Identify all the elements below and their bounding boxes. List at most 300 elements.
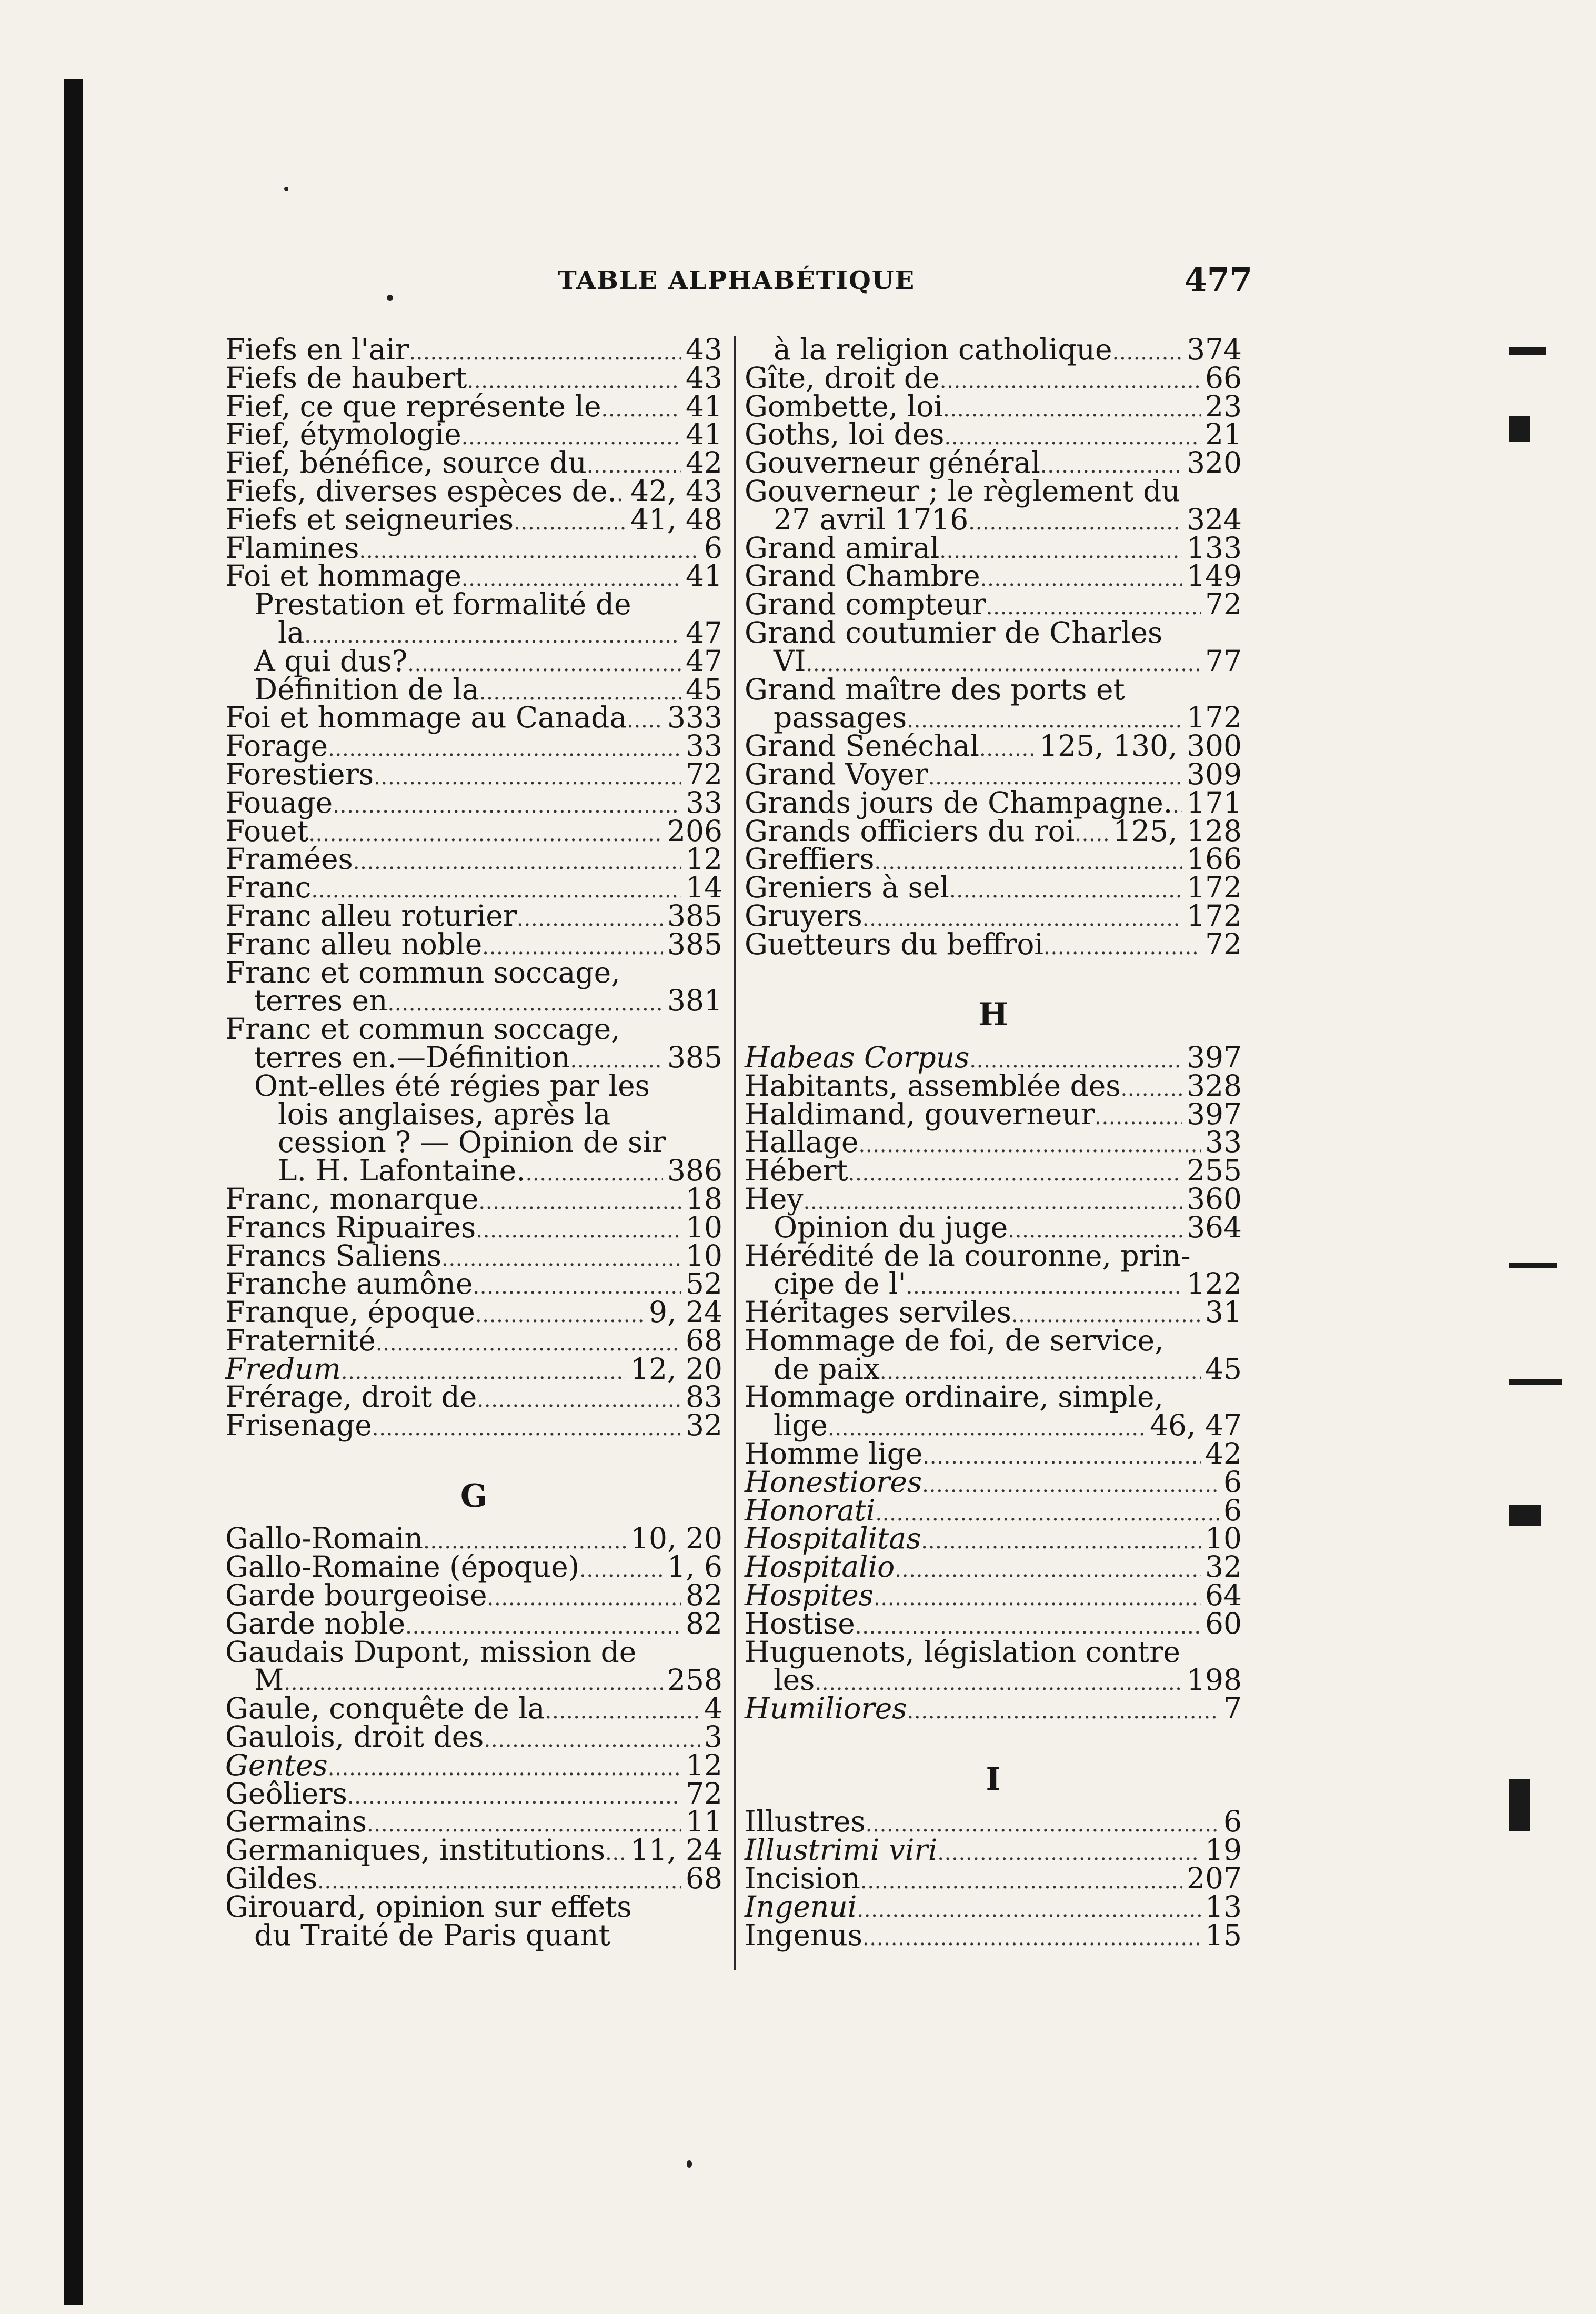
index-entry xyxy=(745,1267,1242,1301)
index-entry-label: Geôliers xyxy=(225,1776,347,1810)
index-entry-pages: 32 xyxy=(686,1408,722,1443)
index-entry-label: Hospitalio xyxy=(745,1550,895,1584)
index-entry-pages: 64 xyxy=(1205,1578,1242,1612)
dot-leader xyxy=(487,1581,681,1613)
index-entry xyxy=(745,1861,1242,1896)
dot-leader xyxy=(922,1468,1219,1500)
index-entry xyxy=(225,984,722,1018)
index-entry-pages: 31 xyxy=(1205,1295,1242,1329)
index-entry-label: Grand Chambre xyxy=(745,559,980,593)
index-entry xyxy=(745,898,1242,933)
index-entry-pages: 309 xyxy=(1187,757,1242,791)
index-entry-pages: 6 xyxy=(704,530,722,565)
dot-leader xyxy=(1075,817,1109,849)
index-entry-line: lois anglaises, après la xyxy=(278,1097,611,1131)
dot-leader xyxy=(968,506,1182,537)
index-entry-pages: 45 xyxy=(686,672,722,706)
index-entry xyxy=(225,1805,722,1839)
index-entry-label: Opinion du juge xyxy=(774,1210,1008,1244)
index-entry xyxy=(225,1323,722,1357)
index-entry xyxy=(745,757,1242,791)
index-entry xyxy=(225,927,722,961)
index-entry-pages: 82 xyxy=(686,1606,722,1640)
index-entry-label: Franque, époque xyxy=(225,1295,475,1329)
section-spacer xyxy=(745,959,1242,987)
index-entry-line: Prestation et formalité de xyxy=(254,587,631,622)
index-entry-label: les xyxy=(774,1663,815,1697)
section-spacer xyxy=(225,1440,722,1468)
index-entry-pages: 324 xyxy=(1187,502,1242,536)
dot-leader xyxy=(478,1185,681,1217)
index-entry-label: L. H. Lafontaine. xyxy=(278,1154,526,1188)
index-entry xyxy=(225,729,722,763)
index-entry-line: Huguenots, législation contre xyxy=(745,1635,1180,1669)
dot-leader xyxy=(921,1525,1201,1556)
dot-leader xyxy=(441,1242,681,1274)
index-entry xyxy=(745,1663,1242,1697)
index-entry xyxy=(225,1408,722,1443)
index-entry xyxy=(225,1351,722,1386)
index-entry-pages: 374 xyxy=(1187,333,1242,366)
section-spacer xyxy=(745,1723,1242,1751)
index-entry-label: de paix xyxy=(774,1351,880,1386)
index-entry xyxy=(225,1578,722,1612)
index-entry-pages: 72 xyxy=(1205,927,1242,961)
dot-leader xyxy=(907,1695,1220,1726)
index-entry-label: Grands officiers du roi xyxy=(745,814,1075,848)
index-entry xyxy=(745,1578,1242,1612)
column-divider xyxy=(734,336,736,1970)
index-entry-pages: 14 xyxy=(686,870,722,905)
index-entry-label: la xyxy=(278,615,305,649)
dot-leader xyxy=(940,364,1201,396)
index-entry-label: Définition de la xyxy=(254,672,479,706)
dot-leader xyxy=(980,562,1182,594)
index-entry-label: Fiefs en l'air xyxy=(225,333,409,366)
index-entry-pages: 386 xyxy=(667,1154,722,1188)
index-entry-pages: 47 xyxy=(686,644,722,678)
index-entry-pages: 149 xyxy=(1187,559,1242,593)
index-entry xyxy=(745,1889,1242,1924)
dot-leader xyxy=(328,1751,681,1783)
index-entry-label: Grand amiral xyxy=(745,530,940,565)
index-entry-label: Gombette, loi xyxy=(745,389,943,423)
index-entry xyxy=(225,360,722,395)
index-entry-label: Grand compteur xyxy=(745,587,986,622)
dot-leader xyxy=(347,1780,681,1811)
index-entry xyxy=(745,1125,1242,1159)
index-entry xyxy=(745,1068,1242,1103)
index-entry xyxy=(225,757,722,791)
dot-leader xyxy=(1095,1100,1182,1132)
index-entry-pages: 52 xyxy=(686,1267,722,1301)
index-entry xyxy=(225,530,722,565)
section-letter: G xyxy=(460,1477,488,1515)
index-entry-label: Greniers à sel xyxy=(745,870,949,905)
index-entry-label: A qui dus? xyxy=(254,644,408,678)
book-binding-edge xyxy=(64,79,83,2305)
index-entry xyxy=(225,785,722,819)
index-entry xyxy=(225,814,722,848)
index-entry-label: Guetteurs du beffroi xyxy=(745,927,1044,961)
index-entry xyxy=(225,1691,722,1726)
dot-leader xyxy=(526,1157,663,1188)
index-entry-pages: 360 xyxy=(1187,1181,1242,1216)
index-entry xyxy=(745,360,1242,395)
dot-leader xyxy=(1120,1072,1182,1104)
dot-leader xyxy=(862,1921,1201,1953)
index-column-right xyxy=(745,333,1242,1952)
index-entry-pages: 83 xyxy=(686,1380,722,1414)
index-entry-pages: 6 xyxy=(1223,1465,1242,1499)
index-entry-label: Hallage xyxy=(745,1125,859,1159)
index-entry-line: Gouverneur ; le règlement du xyxy=(745,474,1180,508)
index-column-left xyxy=(225,333,722,1952)
print-speck xyxy=(687,2160,692,2168)
print-speck xyxy=(387,295,393,301)
dot-leader xyxy=(922,1440,1201,1471)
index-entry-pages: 32 xyxy=(1205,1550,1242,1584)
index-entry-label: Gruyers xyxy=(745,898,862,933)
index-entry xyxy=(225,502,722,536)
index-entry xyxy=(745,530,1242,565)
index-entry-label: Foi et hommage xyxy=(225,559,461,593)
index-entry-label: Goths, loi des xyxy=(745,417,945,452)
index-entry-pages: 198 xyxy=(1187,1663,1242,1697)
index-entry-line: du Traité de Paris quant xyxy=(254,1918,610,1952)
index-entry-label: Habitants, assemblée des xyxy=(745,1068,1121,1103)
index-entry xyxy=(745,644,1242,678)
index-entry-pages: 21 xyxy=(1205,417,1242,452)
index-entry-label: Greffiers xyxy=(745,842,875,876)
index-entry-pages: 133 xyxy=(1187,530,1242,565)
index-entry xyxy=(745,1097,1242,1131)
index-entry-pages: 10, 20 xyxy=(630,1521,722,1556)
index-entry-label: Garde noble xyxy=(225,1606,406,1640)
index-entry-label: terres en xyxy=(254,984,388,1018)
index-entry-label: Frérage, droit de xyxy=(225,1380,477,1414)
index-entry-pages: 10 xyxy=(686,1210,722,1244)
index-entry-pages: 66 xyxy=(1205,360,1242,395)
index-entry-label: Gentes xyxy=(225,1748,328,1782)
index-entry-pages: 258 xyxy=(667,1663,722,1697)
index-entry-label: Fief, bénéfice, source du xyxy=(225,446,587,480)
index-entry-pages: 397 xyxy=(1187,1040,1242,1074)
index-entry xyxy=(745,1181,1242,1216)
index-entry-line: cession ? — Opinion de sir xyxy=(278,1125,666,1159)
index-entry-label: Hey xyxy=(745,1181,804,1216)
index-entry-label: Franc alleu roturier xyxy=(225,898,517,933)
dot-leader xyxy=(875,1497,1219,1528)
index-entry-pages: 42 xyxy=(1205,1437,1242,1471)
index-entry xyxy=(745,333,1242,366)
index-entry xyxy=(225,333,722,366)
index-entry-pages: 45 xyxy=(1205,1351,1242,1386)
index-entry-label: Gaule, conquête de la xyxy=(225,1691,545,1726)
dot-leader xyxy=(874,1581,1201,1613)
dot-leader xyxy=(372,1411,681,1443)
dot-leader xyxy=(484,1723,700,1755)
dot-leader xyxy=(476,1214,681,1245)
index-entry-pages: 6 xyxy=(1223,1805,1242,1839)
index-entry-label: Franc alleu noble xyxy=(225,927,483,961)
index-entry-pages: 33 xyxy=(1205,1125,1242,1159)
index-entry-pages: 11, 24 xyxy=(630,1833,722,1867)
dot-leader xyxy=(475,1298,645,1330)
index-entry-pages: 41 xyxy=(686,559,722,593)
index-entry-label: Frisenage xyxy=(225,1408,372,1443)
index-entry-pages: 68 xyxy=(686,1861,722,1896)
index-entry-line: Hommage de foi, de service, xyxy=(745,1323,1164,1357)
index-entry-label: Hostise xyxy=(745,1606,855,1640)
dot-leader xyxy=(601,393,681,424)
index-entry-label: M xyxy=(254,1663,284,1697)
index-entry-label: Forage xyxy=(225,729,328,763)
index-entry xyxy=(225,474,722,508)
page-number: 477 xyxy=(1184,261,1252,299)
index-entry-label: Incision xyxy=(745,1861,860,1896)
index-entry xyxy=(745,1437,1242,1471)
index-entry-label: Grands jours de Champagne. xyxy=(745,785,1173,819)
index-entry-pages: 11 xyxy=(686,1805,722,1839)
index-entry-label: Illustres xyxy=(745,1805,866,1839)
index-entry-line: Franc et commun soccage, xyxy=(225,955,620,989)
index-entry-line: Hommage ordinaire, simple, xyxy=(745,1380,1164,1414)
index-entry-label: Franche aumône xyxy=(225,1267,473,1301)
index-entry xyxy=(225,1833,722,1867)
dot-leader xyxy=(858,1128,1201,1160)
index-entry-pages: 12, 20 xyxy=(630,1351,722,1386)
page-header xyxy=(558,261,1252,308)
index-entry-pages: 385 xyxy=(667,1040,722,1074)
index-entry xyxy=(225,1861,722,1896)
index-entry xyxy=(745,587,1242,622)
section-letter: H xyxy=(978,996,1008,1034)
dot-leader xyxy=(848,1157,1182,1188)
index-entry-pages: 7 xyxy=(1223,1691,1242,1726)
index-entry-label: Honorati xyxy=(745,1493,876,1527)
index-entry-label: Framées xyxy=(225,842,353,876)
index-entry xyxy=(745,502,1242,536)
index-entry-label: Homme lige xyxy=(745,1437,923,1471)
index-entry-label: Germaniques, institutions xyxy=(225,1833,606,1867)
index-entry xyxy=(225,700,722,735)
index-entry-pages: 381 xyxy=(667,984,722,1018)
index-entry-label: Foi et hommage au Canada xyxy=(225,700,627,735)
index-entry xyxy=(745,1521,1242,1556)
index-entry xyxy=(225,1181,722,1216)
index-entry-label: Hospites xyxy=(745,1578,874,1612)
index-entry-pages: 328 xyxy=(1187,1068,1242,1103)
index-entry-label: Garde bourgeoise xyxy=(225,1578,487,1612)
index-entry-label: Fiefs de haubert xyxy=(225,360,467,395)
index-entry xyxy=(225,389,722,423)
index-entry-pages: 72 xyxy=(1205,587,1242,622)
index-entry-label: Grand Voyer xyxy=(745,757,928,791)
index-entry-pages: 72 xyxy=(686,1776,722,1810)
index-entry-label: Ingenus xyxy=(745,1918,862,1952)
index-entry-pages: 397 xyxy=(1187,1097,1242,1131)
index-entry xyxy=(225,1295,722,1329)
dot-leader xyxy=(605,1836,626,1868)
index-entry-label: Hospitalitas xyxy=(745,1521,921,1556)
dot-leader xyxy=(1043,930,1201,962)
index-entry-pages: 3 xyxy=(704,1720,722,1754)
index-entry-pages: 171 xyxy=(1187,785,1242,819)
index-entry-label: 27 avril 1716 xyxy=(774,502,969,536)
index-entry-label: Gouverneur général xyxy=(745,446,1040,480)
index-entry-label: Fredum xyxy=(225,1351,341,1386)
index-entry-label: passages xyxy=(774,700,907,735)
index-entry-label: cipe de l' xyxy=(774,1267,906,1301)
index-entry xyxy=(225,1776,722,1810)
index-entry xyxy=(745,559,1242,593)
index-entry-pages: 77 xyxy=(1205,644,1242,678)
index-entry-pages: 13 xyxy=(1205,1889,1242,1924)
dot-leader xyxy=(328,732,681,764)
index-entry-label: Hébert xyxy=(745,1154,848,1188)
index-entry-pages: 33 xyxy=(686,785,722,819)
index-entry xyxy=(225,1521,722,1556)
index-entry-label: Illustrimi viri xyxy=(745,1833,938,1867)
index-entry-pages: 166 xyxy=(1187,842,1242,876)
index-entry xyxy=(745,1805,1242,1839)
index-entry-line: Girouard, opinion sur effets xyxy=(225,1889,632,1924)
index-entry-pages: 12 xyxy=(686,842,722,876)
index-entry-label: Fief, ce que représente le xyxy=(225,389,601,423)
index-entry xyxy=(225,870,722,905)
index-entry-pages: 41 xyxy=(686,417,722,452)
index-entry xyxy=(745,1408,1242,1443)
index-entry xyxy=(225,672,722,706)
index-entry-pages: 46, 47 xyxy=(1150,1408,1242,1443)
index-entry xyxy=(225,1720,722,1754)
index-entry-label: Fiefs et seigneuries xyxy=(225,502,514,536)
index-entry xyxy=(745,1691,1242,1726)
index-entry xyxy=(225,1238,722,1273)
index-entry-line: Grand coutumier de Charles xyxy=(745,615,1163,649)
index-entry-label: Gîte, droit de xyxy=(745,360,940,395)
dot-leader xyxy=(937,1836,1201,1868)
index-entry-label: Francs Saliens xyxy=(225,1238,442,1273)
index-entry-label: Gaulois, droit des xyxy=(225,1720,484,1754)
dot-leader xyxy=(333,789,681,820)
index-entry-label: Forestiers xyxy=(225,757,374,791)
edge-ink-mark xyxy=(1509,1263,1557,1268)
dot-leader xyxy=(374,760,681,792)
index-entry-label: Gildes xyxy=(225,1861,318,1896)
index-entry xyxy=(225,898,722,933)
edge-ink-mark xyxy=(1509,1779,1530,1831)
dot-leader xyxy=(943,393,1201,424)
index-entry-label: terres en.—Définition xyxy=(254,1040,570,1074)
edge-ink-mark xyxy=(1509,347,1546,355)
index-entry-label: Gallo-Romain xyxy=(225,1521,424,1556)
dot-leader xyxy=(860,1865,1182,1896)
index-entry-pages: 125, 130, 300 xyxy=(1039,729,1242,763)
index-entry-pages: 206 xyxy=(667,814,722,848)
index-entry xyxy=(225,1267,722,1301)
dot-leader xyxy=(579,1553,663,1585)
index-entry xyxy=(225,1550,722,1584)
index-entry xyxy=(225,559,722,593)
index-entry-pages: 172 xyxy=(1187,700,1242,735)
dot-leader xyxy=(857,1893,1201,1925)
index-entry xyxy=(745,729,1242,763)
index-entry-label: Fiefs, diverses espèces de. xyxy=(225,474,617,508)
index-entry-pages: 385 xyxy=(667,927,722,961)
index-entry xyxy=(225,615,722,649)
dot-leader xyxy=(477,1383,681,1415)
index-entry-line: Ont-elles été régies par les xyxy=(254,1068,650,1103)
index-entry-pages: 364 xyxy=(1187,1210,1242,1244)
index-entry-label: Habeas Corpus xyxy=(745,1040,970,1074)
section-letter: I xyxy=(986,1760,1001,1798)
index-entry xyxy=(225,1663,722,1697)
dot-leader xyxy=(517,902,663,934)
index-entry-pages: 60 xyxy=(1205,1606,1242,1640)
index-entry xyxy=(745,1295,1242,1329)
index-entry-label: Gallo-Romaine (époque) xyxy=(225,1550,580,1584)
running-title: TABLE ALPHABÉTIQUE xyxy=(558,266,916,295)
index-entry xyxy=(225,1606,722,1640)
index-entry-pages: 72 xyxy=(686,757,722,791)
index-entry-pages: 42, 43 xyxy=(630,474,722,508)
index-entry-label: Fief, étymologie xyxy=(225,417,461,452)
dot-leader xyxy=(545,1695,700,1726)
index-entry-line: Franc et commun soccage, xyxy=(225,1012,620,1046)
index-entry-label: Haldimand, gouverneur xyxy=(745,1097,1095,1131)
index-entry-pages: 43 xyxy=(686,360,722,395)
index-entry xyxy=(745,814,1242,848)
index-entry-pages: 1, 6 xyxy=(667,1550,722,1584)
index-entry-line: Gaudais Dupont, mission de xyxy=(225,1635,637,1669)
index-entry-line: Hérédité de la couronne, prin- xyxy=(745,1238,1191,1273)
index-entry-pages: 23 xyxy=(1205,389,1242,423)
index-entry xyxy=(745,1040,1242,1074)
index-entry xyxy=(745,785,1242,819)
index-entry xyxy=(225,1210,722,1244)
index-entry-label: Fouage xyxy=(225,785,333,819)
index-entry-pages: 4 xyxy=(704,1691,722,1726)
index-entry-pages: 333 xyxy=(667,700,722,735)
index-entry-label: lige xyxy=(774,1408,828,1443)
index-entry-pages: 12 xyxy=(686,1748,722,1782)
edge-ink-mark xyxy=(1509,1505,1541,1526)
index-entry-pages: 122 xyxy=(1187,1267,1242,1301)
index-entry-label: à la religion catholique xyxy=(774,333,1112,366)
index-entry-label: Germains xyxy=(225,1805,367,1839)
index-entry xyxy=(225,1154,722,1188)
index-entry xyxy=(225,446,722,480)
index-entry-label: Ingenui xyxy=(745,1889,857,1924)
index-entry-pages: 33 xyxy=(686,729,722,763)
edge-ink-mark xyxy=(1509,416,1530,442)
index-entry xyxy=(745,417,1242,452)
index-entry-pages: 172 xyxy=(1187,870,1242,905)
index-entry-pages: 6 xyxy=(1223,1493,1242,1527)
dot-leader xyxy=(979,732,1035,764)
index-entry xyxy=(745,1465,1242,1499)
index-entry xyxy=(745,842,1242,876)
dot-leader xyxy=(353,845,681,877)
index-entry-label: Franc xyxy=(225,870,312,905)
dot-leader xyxy=(895,1553,1201,1585)
index-entry-pages: 47 xyxy=(686,615,722,649)
edge-ink-mark xyxy=(1509,1379,1562,1385)
index-entry-pages: 68 xyxy=(686,1323,722,1357)
index-entry xyxy=(745,1351,1242,1386)
